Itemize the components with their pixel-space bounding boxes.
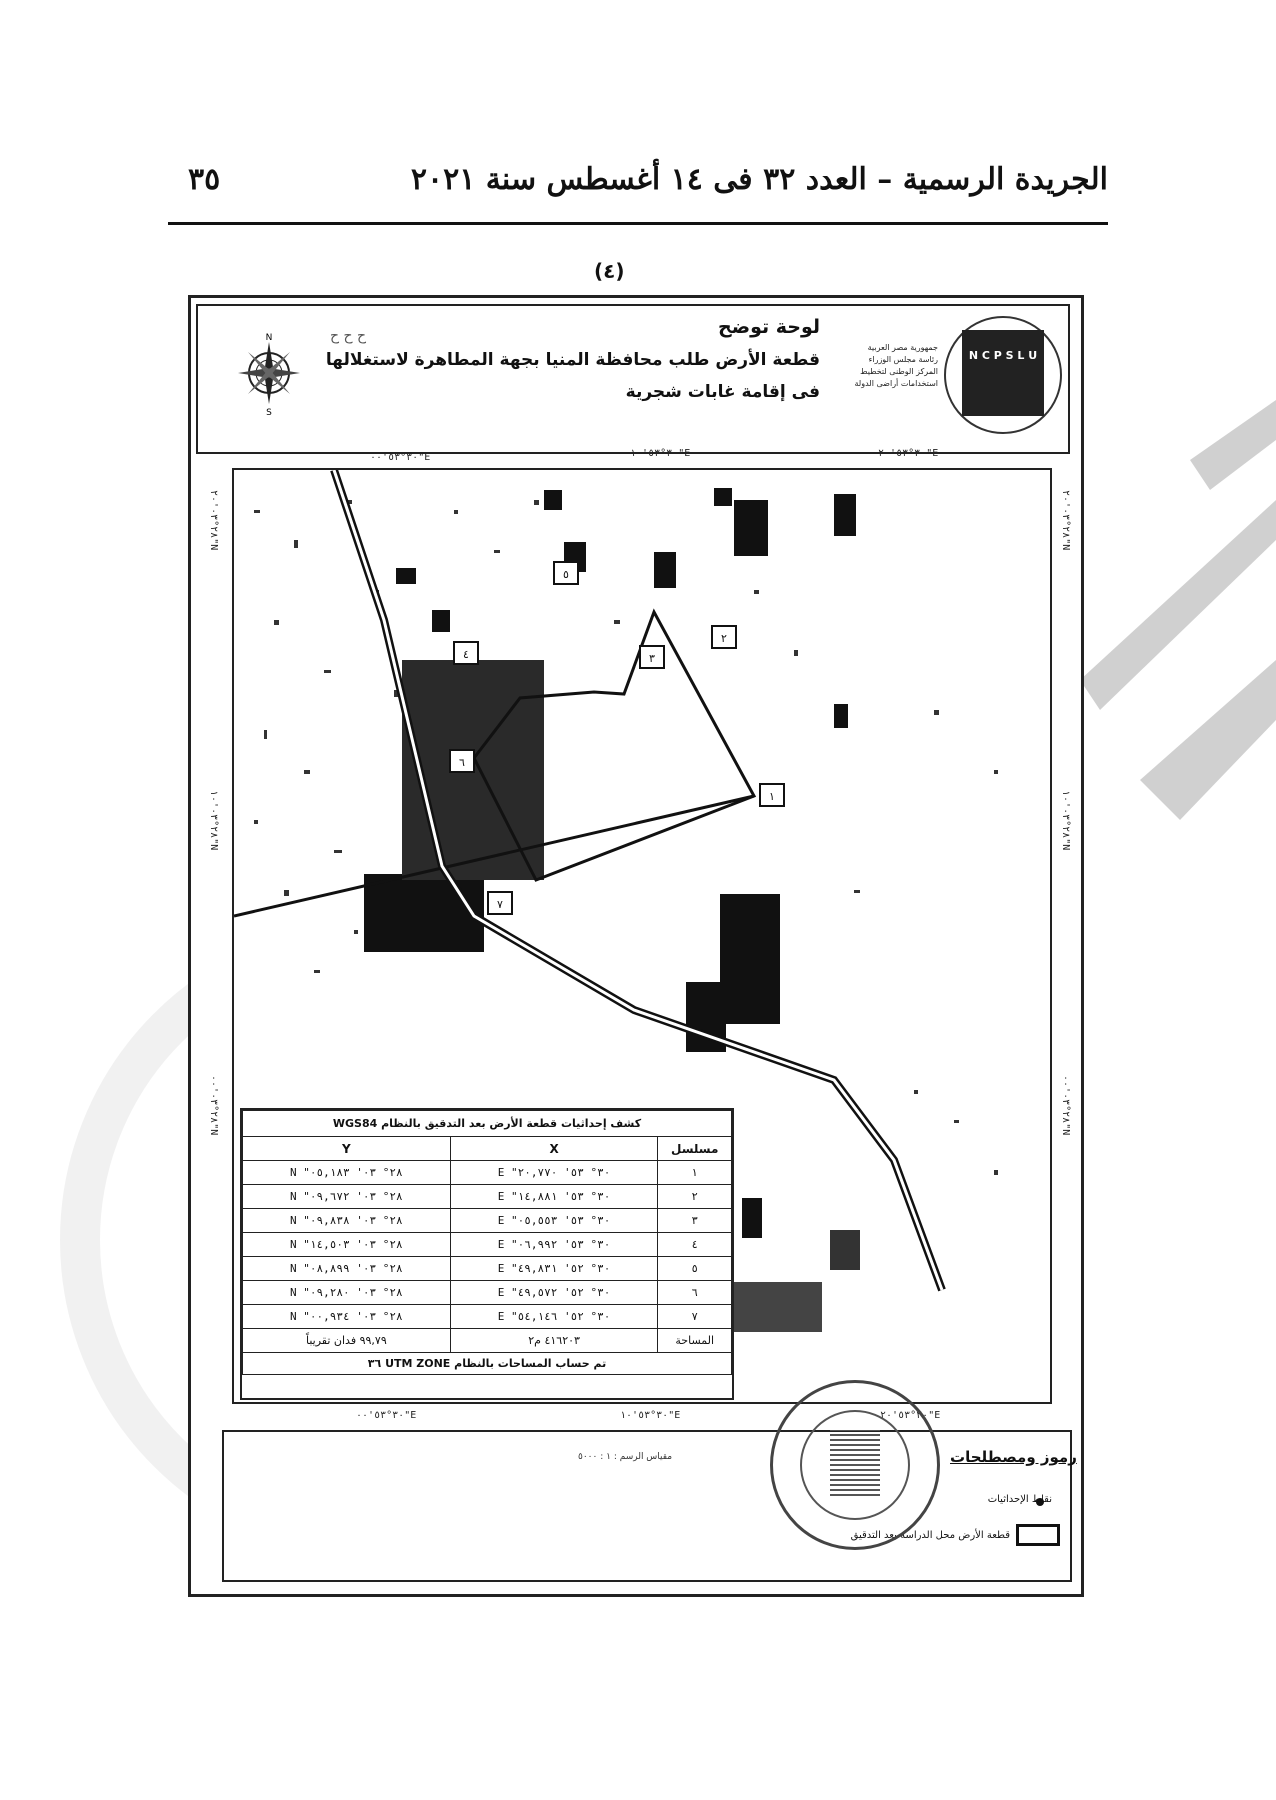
- cell-y: N "٢٨° ٠٣' ٠٩,٨٣٨: [243, 1209, 451, 1233]
- logo-text: N C P S L U: [968, 349, 1038, 362]
- cell-y: N "٢٨° ٠٣' ٠٠,٩٣٤: [243, 1305, 451, 1329]
- cell-point: ٥: [658, 1257, 732, 1281]
- cell-y: N "٢٨° ٠٣' ١٤,٥٠٣: [243, 1233, 451, 1257]
- point-label: ٣: [649, 652, 655, 665]
- cell-point: ٦: [658, 1281, 732, 1305]
- cell-x: E "٣٠° ٥٣' ١٤,٨٨١: [450, 1185, 658, 1209]
- grid-label-left: ٢٨°٠٣'١٠"N: [208, 790, 219, 851]
- col-header-point: مسلسل: [658, 1137, 732, 1161]
- south-label: S: [266, 408, 272, 416]
- grid-label-bottom: ٣٠°٥٣'٠٠"E: [356, 1410, 417, 1421]
- cell-area-label: المساحة: [658, 1329, 732, 1353]
- table-row: [243, 1281, 732, 1305]
- authority-line: المركز الوطنى لتخطيط: [860, 367, 938, 376]
- point-label: ٢: [721, 632, 727, 645]
- page-number: ٣٥: [188, 162, 221, 197]
- cell-point: ٢: [658, 1185, 732, 1209]
- grid-label-right: ٢٨°٠٣'٢٠"N: [1060, 490, 1071, 551]
- cell-x: E "٣٠° ٥٣' ٠٥,٥٥٣: [450, 1209, 658, 1233]
- authority-line: استخدامات أراضى الدولة: [854, 379, 938, 388]
- map-title: [300, 316, 820, 402]
- title-line-3: فى إقامة غابات شجرية: [625, 382, 820, 402]
- cell-x: E "٣٠° ٥٢' ٥٤,١٤٦: [450, 1305, 658, 1329]
- cell-area-feddan: ٩٩,٧٩ فدان تقريباً: [243, 1329, 451, 1353]
- agency-logo: [962, 330, 1044, 416]
- cell-x: E "٣٠° ٥٣' ٠٦,٩٩٢: [450, 1233, 658, 1257]
- cell-point: ٧: [658, 1305, 732, 1329]
- cell-y: N "٢٨° ٠٣' ٠٥,١٨٣: [243, 1161, 451, 1185]
- grid-label-top: ٣٠°٥٣'٠٠"E: [370, 452, 431, 463]
- compass-rose-icon: [232, 330, 306, 416]
- grid-label-left: ٢٨°٠٣'٠٠"N: [208, 1075, 219, 1136]
- point-label: ٦: [459, 756, 465, 769]
- title-line-1: لوحة توضح: [718, 316, 820, 338]
- cell-y: N "٢٨° ٠٣' ٠٩,٢٨٠: [243, 1281, 451, 1305]
- point-label: ٤: [463, 648, 469, 661]
- grid-label-right: ٢٨°٠٣'٠٠"N: [1060, 1075, 1071, 1136]
- table-footnote-row: [243, 1353, 732, 1375]
- table-row: [243, 1233, 732, 1257]
- cell-point: ٣: [658, 1209, 732, 1233]
- parcel-swatch-icon: [1016, 1524, 1060, 1546]
- grid-label-bottom: ٣٠°٥٣'١٠"E: [620, 1410, 681, 1421]
- cell-y: N "٢٨° ٠٣' ٠٩,٦٧٢: [243, 1185, 451, 1209]
- plate-number: (٤): [594, 259, 625, 283]
- grid-label-bottom: ٣٠°٥٣'٢٠"E: [880, 1410, 941, 1421]
- gazette-title: الجريدة الرسمية – العدد ٣٢ فى ١٤ أغسطس سنة ٢٠٢١: [410, 162, 1108, 197]
- authority-line: جمهورية مصر العربية: [867, 343, 938, 352]
- coordinates-table-grid: [242, 1110, 732, 1375]
- table-row: [243, 1257, 732, 1281]
- cell-x: E "٣٠° ٥٢' ٤٩,٥٧٢: [450, 1281, 658, 1305]
- legend-item-points: نقاط الإحداثيات: [987, 1494, 1052, 1505]
- table-footnote: تم حساب المساحات بالنظام UTM ZONE ٣٦: [243, 1353, 732, 1375]
- legend-title: رموز ومصطلحات: [950, 1448, 1077, 1466]
- table-header-row: [243, 1137, 732, 1161]
- col-header-y: Y: [243, 1137, 451, 1161]
- point-label: ٧: [497, 898, 503, 911]
- table-row: [243, 1209, 732, 1233]
- legend-item-parcel: قطعة الأرض محل الدراسة بعد التدقيق: [850, 1530, 1010, 1541]
- table-row: [243, 1305, 732, 1329]
- table-row: [243, 1185, 732, 1209]
- table-caption-row: [243, 1111, 732, 1137]
- table-area-row: [243, 1329, 732, 1353]
- cell-x: E "٣٠° ٥٣' ٢٠,٧٧٠: [450, 1161, 658, 1185]
- authority-line: رئاسة مجلس الوزراء: [868, 355, 938, 364]
- scale-text: مقياس الرسم : ١ : ٥٠٠٠: [578, 1452, 673, 1462]
- grid-label-left: ٢٨°٠٣'٢٠"N: [208, 490, 219, 551]
- map-speckle: [254, 500, 998, 1175]
- col-header-x: X: [450, 1137, 658, 1161]
- cell-y: N "٢٨° ٠٣' ٠٨,٨٩٩: [243, 1257, 451, 1281]
- header-rule: [168, 222, 1108, 225]
- eagle-emblem-icon: [830, 1430, 880, 1496]
- north-label: N: [265, 333, 273, 343]
- point-label: ١: [769, 790, 775, 803]
- grid-label-top: ٣٠°٥٣'١٠"E: [630, 448, 691, 459]
- coordinates-table: [240, 1108, 734, 1400]
- cell-area-m2: ٤١٦٢٠٣ م٢: [450, 1329, 658, 1353]
- cell-x: E "٣٠° ٥٢' ٤٩,٨٣١: [450, 1257, 658, 1281]
- table-caption: كشف إحداثيات قطعة الأرض بعد التدقيق بالنظام WGS84: [243, 1111, 732, 1137]
- point-label: ٥: [563, 568, 569, 581]
- grid-label-top: ٣٠°٥٣'٢٠"E: [878, 448, 939, 459]
- grid-label-right: ٢٨°٠٣'١٠"N: [1060, 790, 1071, 851]
- cell-point: ١: [658, 1161, 732, 1185]
- table-row: [243, 1161, 732, 1185]
- handwritten-note: ح ح ح: [330, 328, 367, 344]
- authority-text: [818, 342, 938, 390]
- gazette-header: [168, 158, 1108, 218]
- title-line-2: قطعة الأرض طلب محافظة المنيا بجهة المطاهرة لاستغلالها: [325, 350, 820, 370]
- cell-point: ٤: [658, 1233, 732, 1257]
